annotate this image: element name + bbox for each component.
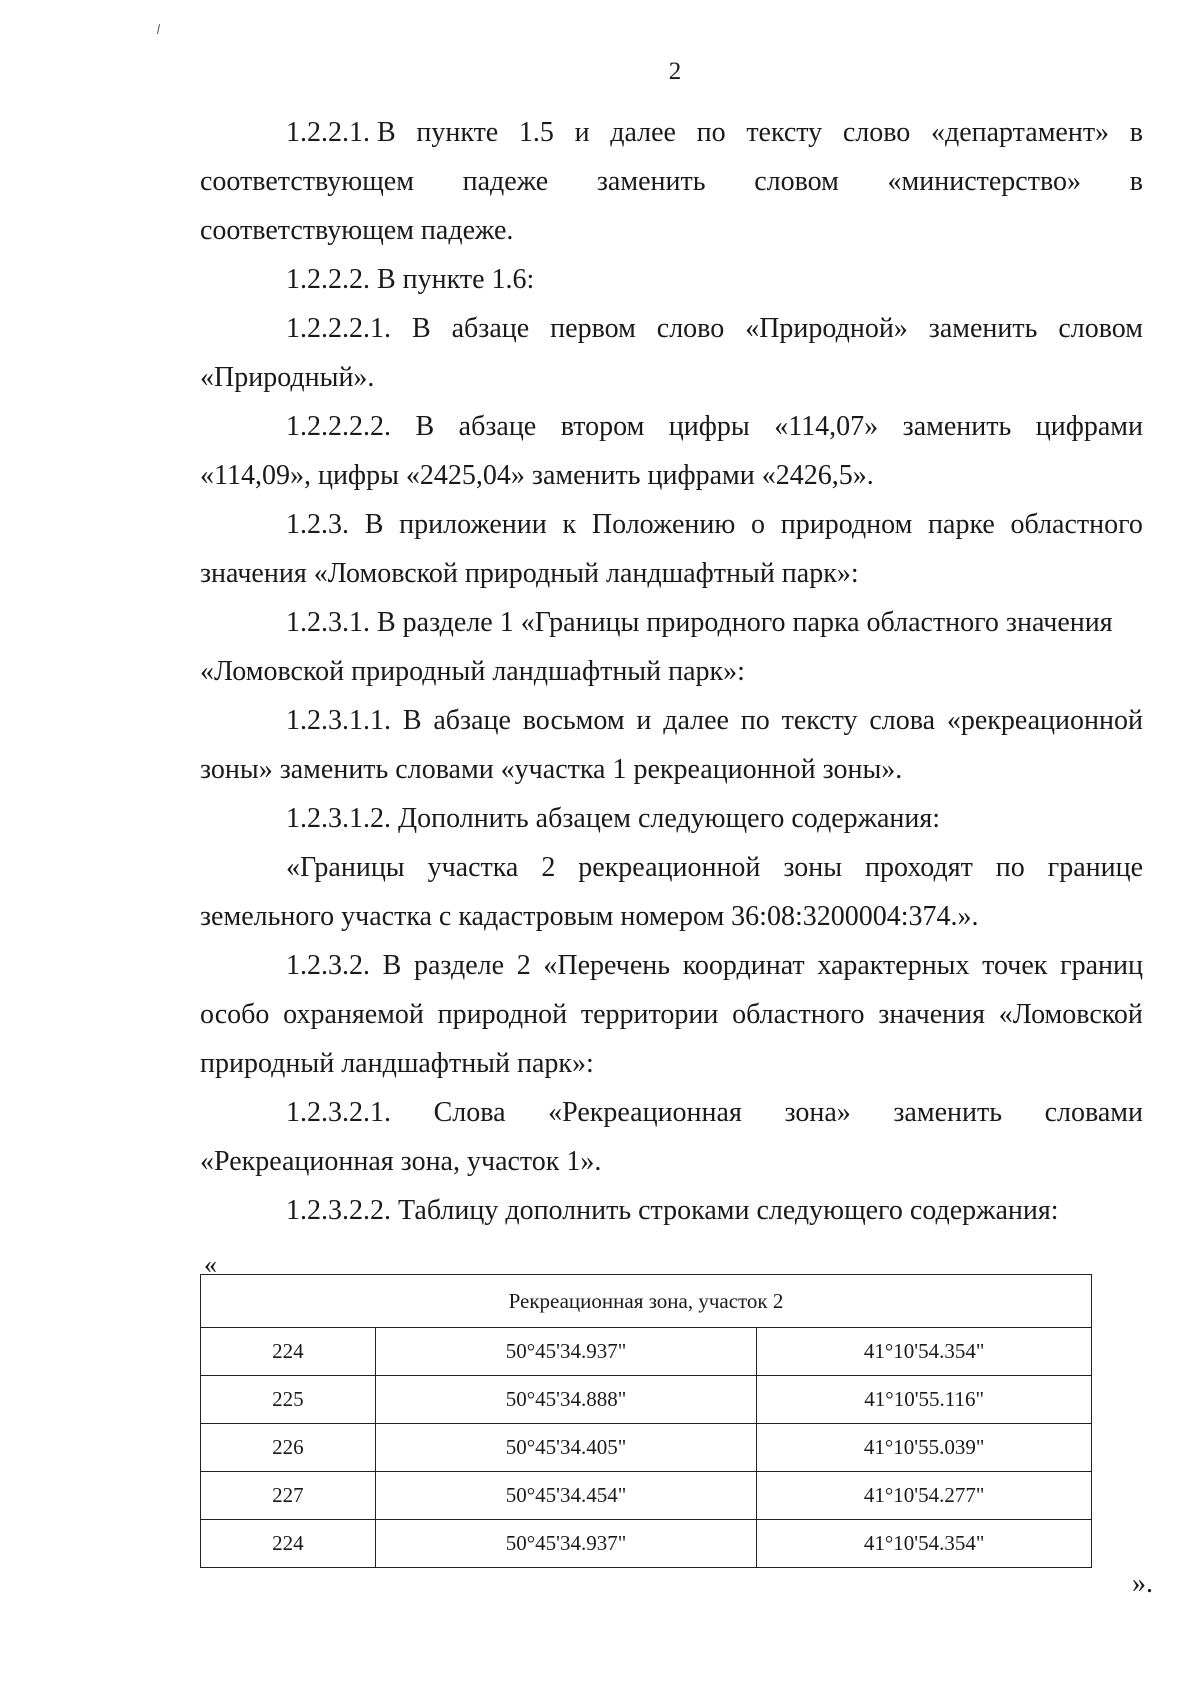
paragraph-word: абзаце xyxy=(451,313,530,344)
paragraph-word: заменить xyxy=(596,166,706,197)
paragraph-line: «Ломовской природный ландшафтный парк»: xyxy=(200,656,745,687)
paragraph-word: особо xyxy=(200,999,270,1030)
paragraph-word: природном xyxy=(780,509,913,540)
paragraph-line xyxy=(286,411,1143,443)
paragraph-word: «департамент» xyxy=(930,117,1110,148)
paragraph-word: абзаце xyxy=(458,411,537,442)
paragraph-line: «114,09», цифры «2425,04» заменить цифрами «2426,5». xyxy=(200,460,874,491)
paragraph-word: территории xyxy=(580,999,719,1030)
table-header-row xyxy=(201,1275,1092,1328)
paragraph-line xyxy=(200,166,1143,198)
paragraph-word: о xyxy=(751,509,765,540)
paragraph-word: «114,07» xyxy=(774,411,879,442)
paragraph-word: и xyxy=(574,117,590,148)
latitude-cell: 50°45'34.937" xyxy=(375,1328,757,1376)
paragraph-word: парке xyxy=(928,509,995,540)
paragraph-word: участка xyxy=(427,852,519,883)
paragraph-line: 1.2.2.2. В пункте 1.6: xyxy=(286,264,535,295)
paragraph-word: границ xyxy=(1060,950,1143,981)
paragraph-word: падеже xyxy=(462,166,549,197)
paragraph-word: втором xyxy=(560,411,645,442)
paragraph-word: по xyxy=(740,705,770,736)
table-open-quote: « xyxy=(204,1250,217,1279)
paragraph-word: «Границы xyxy=(286,852,405,883)
paragraph-word: словами xyxy=(1044,1097,1143,1128)
paragraph-line: 1.2.3.2.2. Таблицу дополнить строками следующего содержания: xyxy=(286,1195,1059,1226)
point-number-cell: 227 xyxy=(201,1472,376,1520)
table-header-cell: Рекреационная зона, участок 2 xyxy=(201,1275,1092,1328)
paragraph-word: слова xyxy=(869,705,935,736)
longitude-cell: 41°10'55.039" xyxy=(757,1424,1092,1472)
paragraph-line xyxy=(286,313,1143,345)
paragraph-word: областного xyxy=(732,999,865,1030)
paragraph-word: охраняемой xyxy=(283,999,424,1030)
latitude-cell: 50°45'34.937" xyxy=(375,1520,757,1568)
paragraph-word: словом xyxy=(1058,313,1143,344)
paragraph-word: зоны xyxy=(783,852,843,883)
paragraph-word: тексту xyxy=(746,117,823,148)
paragraph-line: значения «Ломовской природный ландшафтный парк»: xyxy=(200,558,859,589)
paragraph-line xyxy=(200,999,1143,1031)
paragraph-word: областного xyxy=(1010,509,1143,540)
longitude-cell: 41°10'54.277" xyxy=(757,1472,1092,1520)
paragraph-word: 2 xyxy=(516,950,531,981)
scan-speck xyxy=(157,24,160,34)
paragraph-line: соответствующем падеже. xyxy=(200,215,514,246)
paragraph-word: пункте xyxy=(416,117,499,148)
paragraph-word: 1.5 xyxy=(518,117,554,148)
paragraph-line: «Природный». xyxy=(200,362,375,393)
paragraph-word: слово xyxy=(656,313,725,344)
page-number: 2 xyxy=(668,58,682,85)
paragraph-line: земельного участка с кадастровым номером 36:08:3200004:374.». xyxy=(200,901,979,932)
table-row xyxy=(201,1424,1092,1472)
latitude-cell: 50°45'34.405" xyxy=(375,1424,757,1472)
paragraph-line: «Рекреационная зона, участок 1». xyxy=(200,1146,602,1177)
paragraph-line xyxy=(286,852,1143,884)
paragraph-word: цифры xyxy=(668,411,750,442)
paragraph-line: 1.2.3.1. В разделе 1 «Границы природного парка областного значения xyxy=(286,607,1113,638)
paragraph-word: 1.2.3. xyxy=(286,509,349,540)
table-row xyxy=(201,1376,1092,1424)
paragraph-word: значения xyxy=(878,999,985,1030)
paragraph-word: 2 xyxy=(541,852,556,883)
paragraph-word: абзаце xyxy=(433,705,511,736)
point-number-cell: 226 xyxy=(201,1424,376,1472)
paragraph-word: 1.2.2.1. В xyxy=(286,117,396,148)
latitude-cell: 50°45'34.888" xyxy=(375,1376,757,1424)
longitude-cell: 41°10'54.354" xyxy=(757,1520,1092,1568)
paragraph-word: природной xyxy=(437,999,568,1030)
paragraph-word: 1.2.2.2.1. xyxy=(286,313,391,344)
paragraph-word: цифрами xyxy=(1035,411,1143,442)
paragraph-word: В xyxy=(415,411,435,442)
paragraph-word: далее xyxy=(610,117,676,148)
paragraph-word: В xyxy=(364,509,384,540)
paragraph-word: Положению xyxy=(591,509,736,540)
paragraph-word: и xyxy=(636,705,652,736)
paragraph-line: природный ландшафтный парк»: xyxy=(200,1048,594,1079)
paragraph-word: заменить xyxy=(902,411,1012,442)
paragraph-word: 1.2.3.2. xyxy=(286,950,370,981)
paragraph-word: «Природной» xyxy=(745,313,908,344)
paragraph-line xyxy=(286,950,1143,982)
paragraph-word: соответствующем xyxy=(200,166,414,197)
latitude-cell: 50°45'34.454" xyxy=(375,1472,757,1520)
paragraph-word: В xyxy=(411,313,431,344)
paragraph-word: координат xyxy=(682,950,805,981)
longitude-cell: 41°10'55.116" xyxy=(757,1376,1092,1424)
paragraph-word: зона» xyxy=(784,1097,851,1128)
paragraph-word: «министерство» xyxy=(887,166,1081,197)
paragraph-line xyxy=(286,509,1143,541)
paragraph-word: «рекреационной xyxy=(946,705,1143,736)
paragraph-line xyxy=(286,705,1143,737)
paragraph-word: восьмом xyxy=(522,705,625,736)
paragraph-word: «Перечень xyxy=(543,950,671,981)
paragraph-word: заменить xyxy=(893,1097,1002,1128)
paragraph-word: характерных xyxy=(817,950,970,981)
paragraph-word: рекреационной xyxy=(578,852,761,883)
paragraph-line: зоны» заменить словами «участка 1 рекреационной зоны». xyxy=(200,754,903,785)
table-row xyxy=(201,1472,1092,1520)
paragraph-word: 1.2.3.1.1. xyxy=(286,705,391,736)
paragraph-word: словом xyxy=(754,166,839,197)
table-row xyxy=(201,1520,1092,1568)
point-number-cell: 224 xyxy=(201,1328,376,1376)
paragraph-word: границе xyxy=(1047,852,1143,883)
point-number-cell: 224 xyxy=(201,1520,376,1568)
paragraph-word: В xyxy=(402,705,422,736)
paragraph-word: В xyxy=(382,950,402,981)
coordinates-table xyxy=(200,1274,1092,1568)
paragraph-word: «Рекреационная xyxy=(548,1097,742,1128)
paragraph-word: разделе xyxy=(414,950,505,981)
paragraph-line: 1.2.3.1.2. Дополнить абзацем следующего содержания: xyxy=(286,803,941,834)
paragraph-line xyxy=(286,117,1143,149)
paragraph-word: «Ломовской xyxy=(998,999,1143,1030)
paragraph-word: первом xyxy=(550,313,636,344)
paragraph-word: 1.2.3.2.1. xyxy=(286,1097,391,1128)
paragraph-word: проходят xyxy=(865,852,973,883)
paragraph-word: 1.2.2.2.2. xyxy=(286,411,391,442)
paragraph-word: Слова xyxy=(433,1097,506,1128)
paragraph-word: по xyxy=(696,117,726,148)
paragraph-word: по xyxy=(995,852,1025,883)
paragraph-line xyxy=(286,1097,1143,1129)
table-close-quote: ». xyxy=(1132,1568,1153,1599)
paragraph-word: далее xyxy=(663,705,729,736)
paragraph-word: слово xyxy=(842,117,911,148)
longitude-cell: 41°10'54.354" xyxy=(757,1328,1092,1376)
point-number-cell: 225 xyxy=(201,1376,376,1424)
paragraph-word: точек xyxy=(982,950,1048,981)
paragraph-word: в xyxy=(1129,166,1143,197)
paragraph-word: заменить xyxy=(928,313,1038,344)
table-row xyxy=(201,1328,1092,1376)
paragraph-word: тексту xyxy=(781,705,858,736)
paragraph-word: к xyxy=(562,509,577,540)
paragraph-word: приложении xyxy=(399,509,547,540)
paragraph-word: в xyxy=(1129,117,1143,148)
